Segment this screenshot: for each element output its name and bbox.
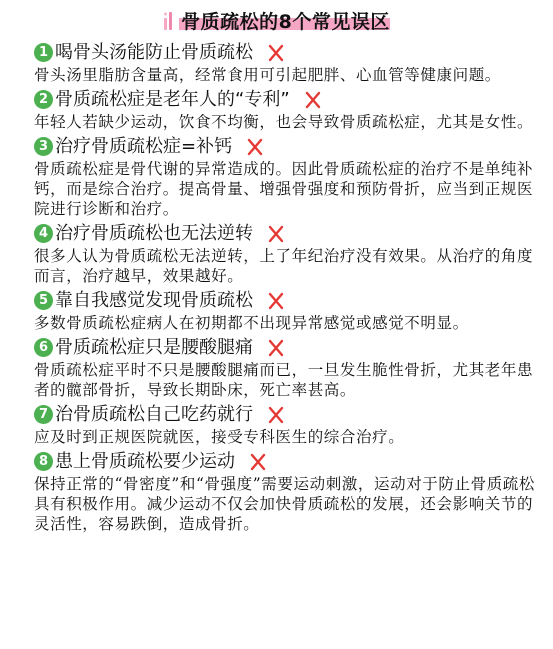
number-badge: 3: [34, 137, 53, 156]
myth-explanation: 保持正常的“骨密度”和“骨强度”需要运动刺激，运动对于防止骨质疏松具有积极作用。减少运动不仅会加快骨质疏松的发展，还会影响关节的灵活性，容易跌倒，造成骨折。: [34, 475, 535, 533]
number-badge: 8: [34, 452, 53, 471]
red-cross-icon: [246, 137, 264, 157]
myth-item: [34, 402, 546, 447]
red-cross-icon: [267, 224, 285, 244]
red-cross-icon: [267, 43, 285, 63]
red-cross-icon: [304, 90, 322, 110]
myth-item: [34, 134, 546, 219]
myth-heading: [34, 335, 546, 360]
myth-statement: 治疗骨质疏松症=补钙: [55, 135, 233, 157]
myth-statement: 靠自我感觉发现骨质疏松: [55, 289, 253, 311]
myth-item: [34, 87, 546, 132]
myth-list: [34, 40, 546, 536]
myth-item: [34, 449, 546, 534]
myth-heading: [34, 40, 546, 65]
myth-heading: [34, 288, 546, 313]
number-badge: 5: [34, 291, 53, 310]
myth-statement: 患上骨质疏松要少运动: [55, 450, 235, 472]
myth-statement: 治骨质疏松自己吃药就行: [55, 403, 253, 425]
myth-item: [34, 40, 546, 85]
red-cross-icon: [267, 338, 285, 358]
number-badge: 2: [34, 90, 53, 109]
myth-explanation: 很多人认为骨质疏松无法逆转，上了年纪治疗没有效果。从治疗的角度而言，治疗越早，效果越好。: [34, 247, 534, 285]
red-cross-icon: [249, 452, 267, 472]
number-badge: 4: [34, 224, 53, 243]
red-cross-icon: [267, 291, 285, 311]
pink-bar-chart-icon: [163, 9, 175, 31]
myth-heading: [34, 221, 546, 246]
red-cross-icon: [267, 405, 285, 425]
myth-explanation: 骨质疏松症平时不只是腰酸腿痛而已，一旦发生脆性骨折，尤其老年患者的髋部骨折，导致长期卧床，死亡率甚高。: [34, 361, 534, 399]
myth-statement: 喝骨头汤能防止骨质疏松: [55, 41, 253, 63]
myth-heading: [34, 134, 546, 159]
myth-explanation: 应及时到正规医院就医，接受专科医生的综合治疗。: [34, 428, 405, 446]
number-badge: 1: [34, 43, 53, 62]
myth-statement: 骨质疏松症只是腰酸腿痛: [55, 336, 253, 358]
title-bar: [153, 7, 400, 33]
myth-statement: 骨质疏松症是老年人的“专利”: [55, 88, 290, 110]
header: [0, 0, 553, 40]
myth-explanation: 骨质疏松症是骨代谢的异常造成的。因此骨质疏松症的治疗不是单纯补钙，而是综合治疗。提高骨量、增强骨强度和预防骨折，应当到正规医院进行诊断和治疗。: [34, 160, 534, 218]
myth-heading: [34, 402, 546, 427]
myth-statement: 治疗骨质疏松也无法逆转: [55, 222, 253, 244]
number-badge: 7: [34, 405, 53, 424]
number-badge: 6: [34, 338, 53, 357]
myth-heading: [34, 87, 546, 112]
page-title: 骨质疏松的8个常见误区: [181, 10, 390, 33]
myth-item: [34, 221, 546, 286]
myth-explanation: 骨头汤里脂肪含量高，经常食用可引起肥胖、心血管等健康问题。: [34, 66, 501, 84]
myth-heading: [34, 449, 546, 474]
myth-explanation: 年轻人若缺少运动，饮食不均衡，也会导致骨质疏松症，尤其是女性。: [34, 113, 534, 131]
myth-item: [34, 288, 546, 333]
myth-item: [34, 335, 546, 400]
myth-explanation: 多数骨质疏松症病人在初期都不出现异常感觉或感觉不明显。: [34, 314, 469, 332]
